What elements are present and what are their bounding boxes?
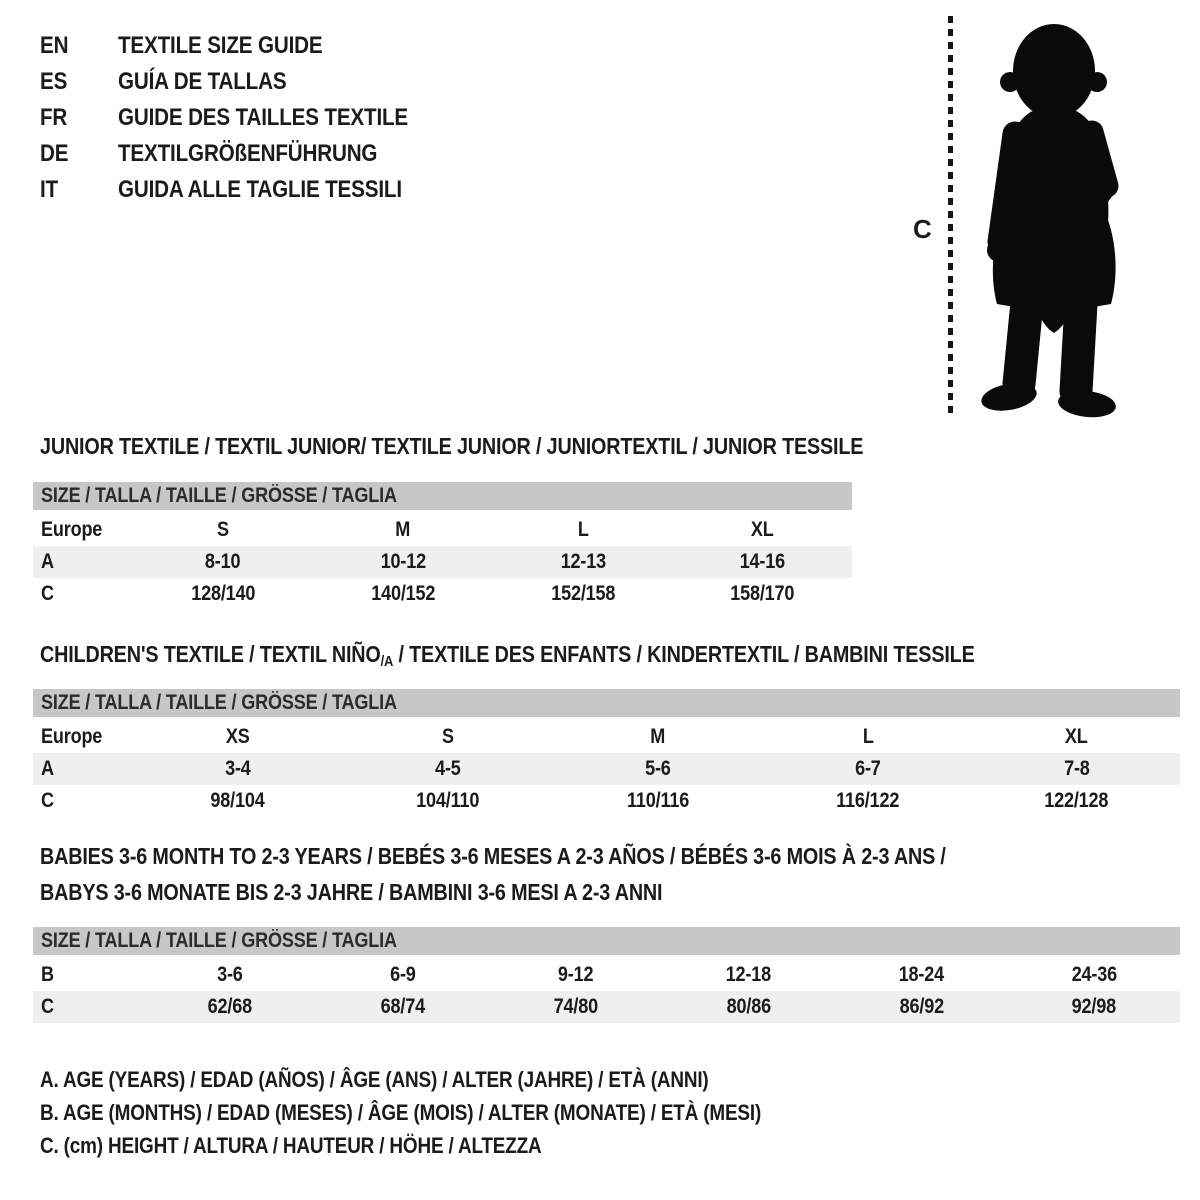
size-value-cell: 9-12 xyxy=(557,963,594,986)
size-value-cell: 24-36 xyxy=(1071,963,1117,986)
size-table xyxy=(33,721,1180,817)
language-code: FR xyxy=(40,104,68,131)
babies-section-title: BABIES 3-6 MONTH TO 2-3 YEARS / BEBÉS 3-6 MESES A 2-3 AÑOS / BÉBÉS 3-6 MOIS À 2-3 ANS / BABYS 3-6 MONATE BIS 2-3 JAHRE / BAMBINI 3-6 MESI A 2-3 ANNI xyxy=(40,843,946,905)
size-value-cell: 10-12 xyxy=(313,546,493,578)
row-label-cell: Europe xyxy=(41,725,103,748)
size-value-cell: 122/128 xyxy=(1044,789,1109,812)
table-row xyxy=(33,959,1180,991)
measure-legend xyxy=(40,1063,878,1162)
size-header-bar: SIZE / TALLA / TAILLE / GRÖSSE / TAGLIA xyxy=(33,927,1180,955)
size-value-cell: 140/152 xyxy=(370,582,436,605)
size-value-cell: 98/104 xyxy=(210,789,266,812)
language-title: GUÍA DE TALLAS xyxy=(118,68,287,95)
language-list xyxy=(40,28,455,208)
language-title: TEXTILE SIZE GUIDE xyxy=(118,32,323,59)
language-row xyxy=(40,64,455,100)
size-value-cell: 80/86 xyxy=(662,991,835,1023)
size-value-cell: 116/122 xyxy=(836,789,900,812)
junior-section-title: JUNIOR TEXTILE / TEXTIL JUNIOR/ TEXTILE JUNIOR / JUNIORTEXTIL / JUNIOR TESSILE xyxy=(40,433,864,459)
size-value-cell: 86/92 xyxy=(835,991,1008,1023)
size-value-cell: 128/140 xyxy=(190,582,256,605)
height-measure-label: C xyxy=(913,214,932,244)
row-label-cell: C xyxy=(33,991,143,1023)
size-value-cell: S xyxy=(217,518,229,541)
children-section-title: CHILDREN'S TEXTILE / TEXTIL NIÑO/A / TEXTILE DES ENFANTS / KINDERTEXTIL / BAMBINI TESSILE xyxy=(40,641,975,670)
table-row xyxy=(33,785,1180,817)
legend-line: A. AGE (YEARS) / EDAD (AÑOS) / ÂGE (ANS) / ALTER (JAHRE) / ETÀ (ANNI) xyxy=(40,1066,709,1092)
language-code: EN xyxy=(40,32,69,59)
height-measure-line xyxy=(948,16,953,418)
row-label-cell: A xyxy=(33,753,133,785)
table-row xyxy=(33,991,1180,1023)
language-row xyxy=(40,28,455,64)
babies-size-table xyxy=(33,927,1180,1023)
size-value-cell: 4-5 xyxy=(343,753,553,785)
size-value-cell: S xyxy=(442,725,454,748)
size-header-bar: SIZE / TALLA / TAILLE / GRÖSSE / TAGLIA xyxy=(33,689,1180,717)
size-value-cell: 68/74 xyxy=(316,991,489,1023)
legend-line: C. (cm) HEIGHT / ALTURA / HAUTEUR / HÖHE / ALTEZZA xyxy=(40,1132,542,1158)
language-row xyxy=(40,100,455,136)
size-value-cell: 14-16 xyxy=(673,546,852,578)
size-value-cell: L xyxy=(577,518,589,541)
row-label-cell: B xyxy=(41,963,54,986)
size-value-cell: 110/116 xyxy=(626,789,690,812)
size-value-cell: 6-9 xyxy=(389,963,416,986)
size-value-cell: 74/80 xyxy=(489,991,662,1023)
size-value-cell: L xyxy=(862,725,874,748)
language-code: ES xyxy=(40,68,68,95)
size-value-cell: 92/98 xyxy=(1008,991,1180,1023)
size-value-cell: 3-4 xyxy=(133,753,343,785)
size-header-bar: SIZE / TALLA / TAILLE / GRÖSSE / TAGLIA xyxy=(33,482,852,510)
legend-line: B. AGE (MONTHS) / EDAD (MESES) / ÂGE (MOIS) / ALTER (MONATE) / ETÀ (MESI) xyxy=(40,1099,762,1125)
language-title: TEXTILGRÖßENFÜHRUNG xyxy=(118,140,378,167)
row-label-cell: C xyxy=(41,789,54,812)
table-row xyxy=(33,753,1180,785)
size-value-cell: XL xyxy=(751,518,774,541)
size-value-cell: M xyxy=(650,725,666,748)
size-table xyxy=(33,514,852,610)
table-row xyxy=(33,546,852,578)
language-row xyxy=(40,172,455,208)
row-label-cell: Europe xyxy=(41,518,103,541)
size-value-cell: 12-13 xyxy=(493,546,673,578)
size-value-cell: 6-7 xyxy=(763,753,973,785)
language-code: IT xyxy=(40,176,59,203)
size-value-cell: 12-18 xyxy=(725,963,772,986)
row-label-cell: A xyxy=(33,546,133,578)
size-value-cell: 158/170 xyxy=(730,582,795,605)
size-value-cell: 152/158 xyxy=(550,582,616,605)
toddler-silhouette-image xyxy=(964,14,1140,418)
size-value-cell: M xyxy=(395,518,411,541)
table-row xyxy=(33,578,852,610)
size-value-cell: 7-8 xyxy=(973,753,1180,785)
size-table xyxy=(33,959,1180,1023)
size-value-cell: 18-24 xyxy=(898,963,945,986)
size-value-cell: 62/68 xyxy=(143,991,316,1023)
size-value-cell: 3-6 xyxy=(216,963,243,986)
size-value-cell: 104/110 xyxy=(416,789,480,812)
size-value-cell: XS xyxy=(226,725,250,748)
language-row xyxy=(40,136,455,172)
size-value-cell: 8-10 xyxy=(133,546,313,578)
language-code: DE xyxy=(40,140,69,167)
language-title: GUIDA ALLE TAGLIE TESSILI xyxy=(118,176,402,203)
table-row xyxy=(33,721,1180,753)
row-label-cell: C xyxy=(41,582,54,605)
children-size-table xyxy=(33,689,1180,817)
size-value-cell: XL xyxy=(1065,725,1088,748)
junior-size-table xyxy=(33,482,852,610)
language-title: GUIDE DES TAILLES TEXTILE xyxy=(118,104,409,131)
table-row xyxy=(33,514,852,546)
size-value-cell: 5-6 xyxy=(553,753,763,785)
